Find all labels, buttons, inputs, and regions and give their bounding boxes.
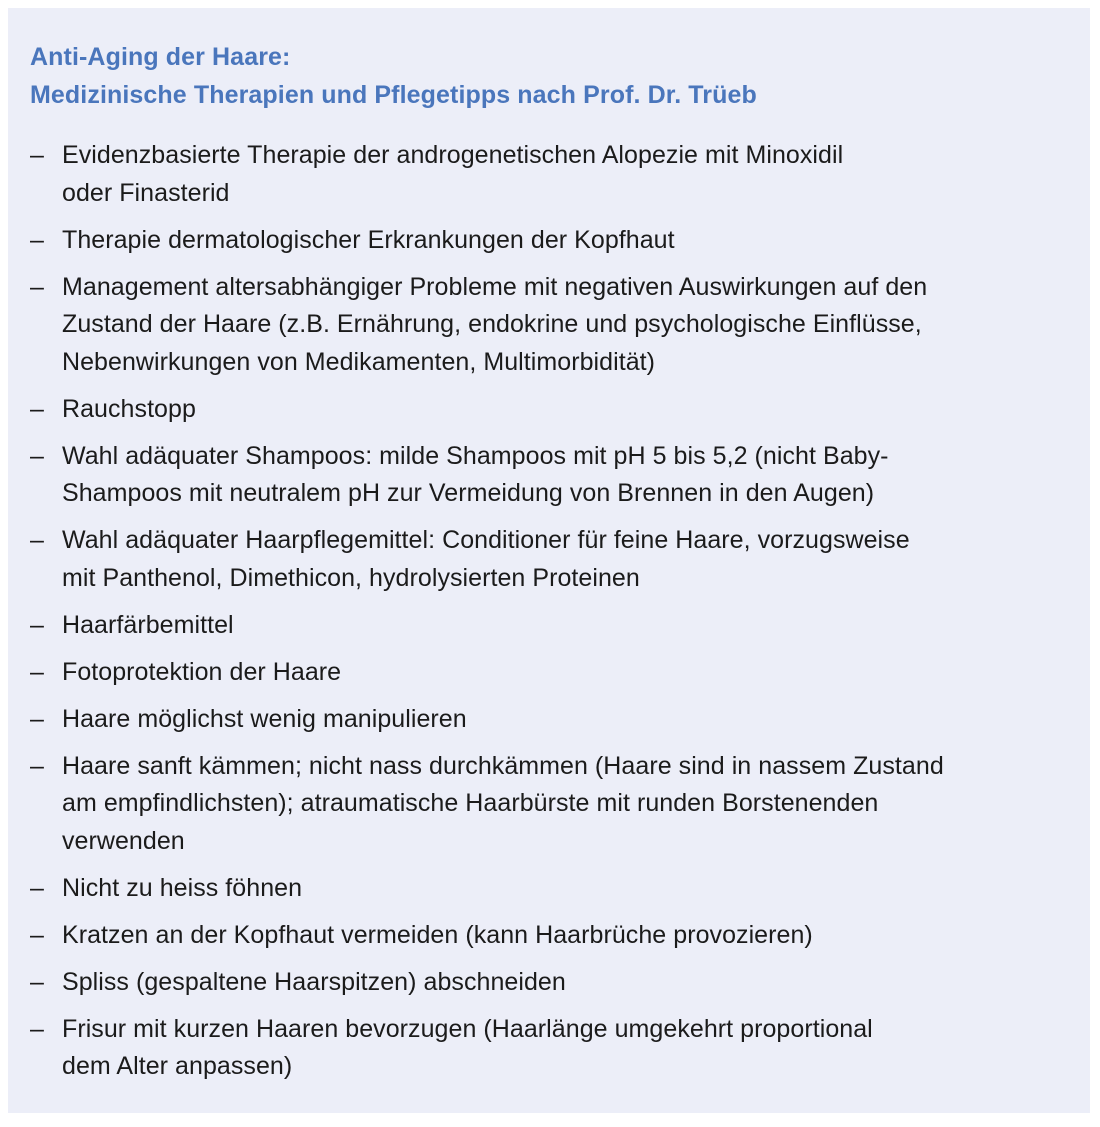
list-item-text: Haare sanft kämmen; nicht nass durchkämmen (Haare sind in nassem Zustand am empfindlichsten); atraumatische Haarbürste mit runden Borstenenden verwenden: [62, 751, 944, 855]
list-item: [30, 654, 1070, 692]
dash-bullet-icon: –: [30, 751, 44, 780]
dash-bullet-icon: –: [30, 272, 44, 301]
list-item: [30, 222, 1070, 260]
dash-bullet-icon: –: [30, 1014, 44, 1043]
list-item: [30, 269, 1070, 382]
list-item: [30, 964, 1070, 1002]
dash-bullet-icon: –: [30, 441, 44, 470]
list-item: [30, 438, 1070, 513]
dash-bullet-icon: –: [30, 610, 44, 639]
list-item: [30, 870, 1070, 908]
dash-bullet-icon: –: [30, 141, 44, 169]
list-item-text: Kratzen an der Kopfhaut vermeiden (kann Haarbrüche provozieren): [62, 920, 813, 949]
list-item-text: Evidenzbasierte Therapie der androgenetischen Alopezie mit Minoxidil oder Finasterid: [62, 141, 844, 207]
list-item: [30, 701, 1070, 739]
list-item: [30, 607, 1070, 645]
list-item: [30, 391, 1070, 429]
list-item: [30, 917, 1070, 955]
box-title-line-1: Anti-Aging der Haare:: [30, 43, 291, 71]
box-title: [30, 38, 1070, 114]
list-item-text: Rauchstopp: [62, 394, 196, 423]
dash-bullet-icon: –: [30, 920, 44, 949]
dash-bullet-icon: –: [30, 225, 44, 254]
list-item-text: Spliss (gespaltene Haarspitzen) abschneiden: [62, 967, 566, 996]
list-item-text: Management altersabhängiger Probleme mit negativen Auswirkungen auf den Zustand der Haare (z.B. Ernährung, endokrine und psychologische Einflüsse, Nebenwirkungen von Medikamenten, Multimorbidität): [62, 272, 928, 376]
list-item: [30, 1011, 1070, 1086]
info-box: [8, 8, 1090, 1113]
list-item: [30, 748, 1070, 861]
list-item-text: Fotoprotektion der Haare: [62, 657, 342, 686]
dash-bullet-icon: –: [30, 657, 44, 686]
list-item: [30, 522, 1070, 597]
list-item-text: Wahl adäquater Haarpflegemittel: Conditioner für feine Haare, vorzugsweise mit Panthenol, Dimethicon, hydrolysierten Proteinen: [62, 526, 910, 592]
list-item: [30, 137, 1070, 212]
tips-list: [30, 137, 1070, 1086]
dash-bullet-icon: –: [30, 967, 44, 996]
list-item-text: Wahl adäquater Shampoos: milde Shampoos mit pH 5 bis 5,2 (nicht Baby- Shampoos mit neutralem pH zur Vermeidung von Brennen in den Augen): [62, 441, 889, 507]
dash-bullet-icon: –: [30, 873, 44, 902]
list-item-text: Therapie dermatologischer Erkrankungen der Kopfhaut: [62, 225, 675, 254]
list-item-text: Haarfärbemittel: [62, 610, 234, 639]
dash-bullet-icon: –: [30, 394, 44, 423]
dash-bullet-icon: –: [30, 704, 44, 733]
box-title-line-2: Medizinische Therapien und Pflegetipps nach Prof. Dr. Trüeb: [30, 81, 757, 109]
list-item-text: Frisur mit kurzen Haaren bevorzugen (Haarlänge umgekehrt proportional dem Alter anpassen): [62, 1014, 873, 1080]
list-item-text: Nicht zu heiss föhnen: [62, 873, 303, 902]
list-item-text: Haare möglichst wenig manipulieren: [62, 704, 467, 733]
dash-bullet-icon: –: [30, 526, 44, 554]
